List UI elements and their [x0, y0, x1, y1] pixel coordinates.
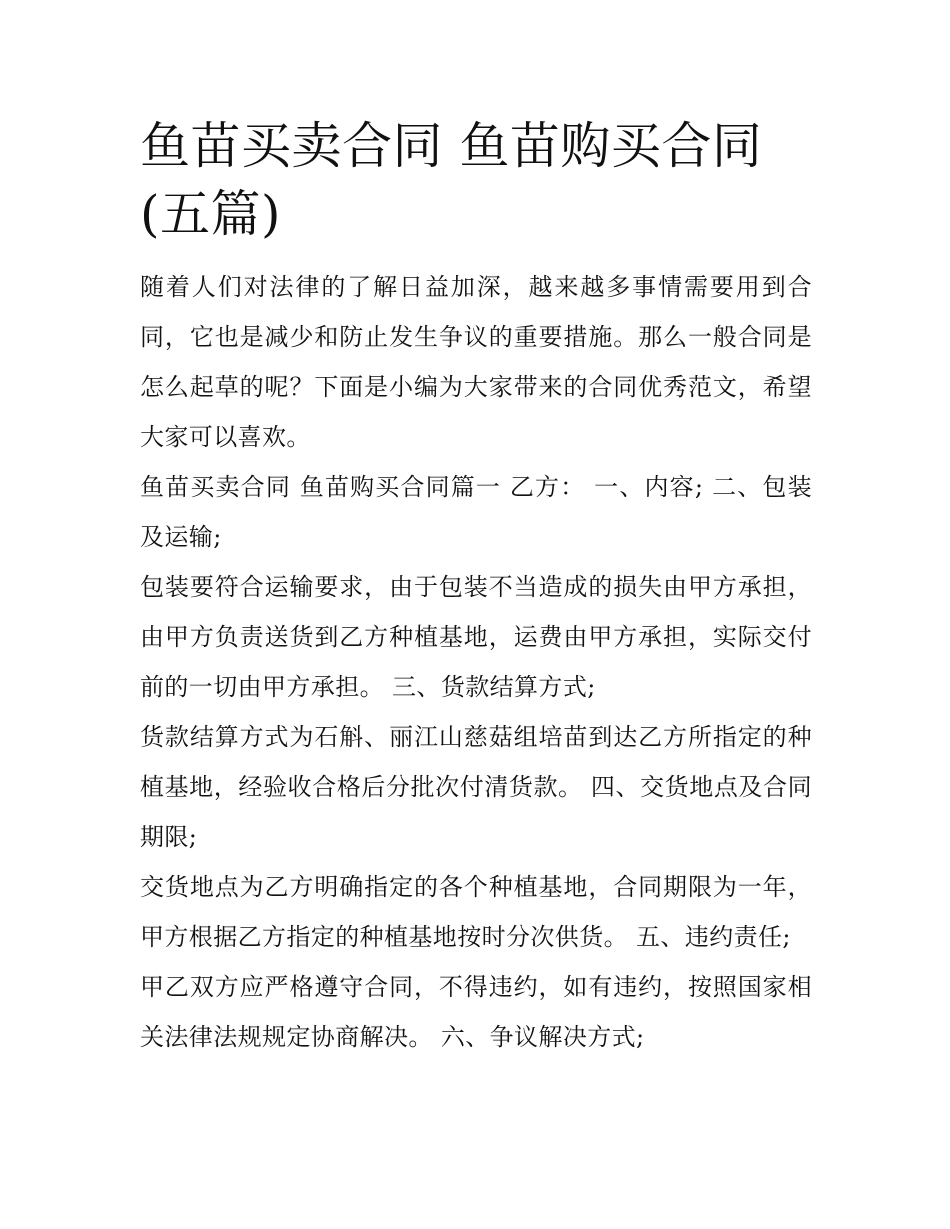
packaging-paragraph: 包装要符合运输要求，由于包装不当造成的损失由甲方承担，由甲方负责送货到乙方种植基地，运费由甲方承担，实际交付前的一切由甲方承担。 三、货款结算方式; [140, 573, 812, 701]
payment-paragraph: 货款结算方式为石斛、丽江山慈菇组培苗到达乙方所指定的种植基地，经验收合格后分批次付清货款。 四、交货地点及合同期限; [140, 723, 812, 851]
document-title: 鱼苗买卖合同 鱼苗购买合同 (五篇) [140, 117, 763, 243]
delivery-paragraph: 交货地点为乙方明确指定的各个种植基地，合同期限为一年，甲方根据乙方指定的种植基地按时分次供货。 五、违约责任; [140, 873, 812, 951]
document-body [140, 112, 812, 1062]
contract-heading-paragraph: 鱼苗买卖合同 鱼苗购买合同篇一 乙方： 一、内容; 二、包装及运输; [140, 473, 812, 551]
liability-paragraph: 甲乙双方应严格遵守合同，不得违约，如有违约，按照国家相关法律法规规定协商解决。 六、争议解决方式; [140, 973, 812, 1051]
intro-paragraph: 随着人们对法律的了解日益加深，越来越多事情需要用到合同，它也是减少和防止发生争议的重要措施。那么一般合同是怎么起草的呢？下面是小编为大家带来的合同优秀范文，希望大家可以喜欢。 [140, 273, 812, 451]
